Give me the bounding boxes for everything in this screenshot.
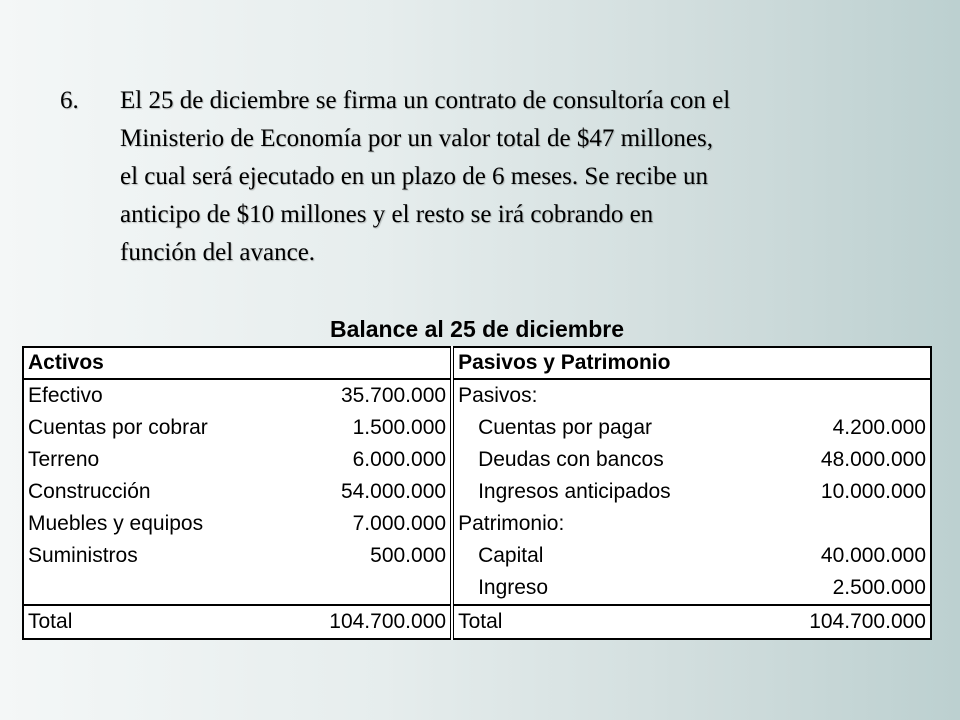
asset-value: 7.000.000 xyxy=(287,508,452,540)
liability-label: Ingresos anticipados xyxy=(478,480,671,503)
liability-label: Pasivos: xyxy=(458,384,538,407)
liability-value: 4.200.000 xyxy=(756,412,931,444)
asset-label: Suministros xyxy=(23,540,287,572)
liability-value: 48.000.000 xyxy=(756,444,931,476)
asset-value xyxy=(287,572,452,605)
asset-label: Construcción xyxy=(23,476,287,508)
liability-label: Capital xyxy=(478,544,544,567)
table-header-row xyxy=(23,347,931,379)
assets-total-value: 104.700.000 xyxy=(287,605,452,639)
total-row xyxy=(23,605,931,639)
liability-label: Cuentas por pagar xyxy=(478,416,653,439)
asset-label: Terreno xyxy=(23,444,287,476)
liability-label: Ingreso xyxy=(478,576,549,599)
asset-value: 54.000.000 xyxy=(287,476,452,508)
assets-header: Activos xyxy=(23,347,287,379)
table-row xyxy=(23,444,931,476)
asset-label xyxy=(23,572,287,605)
asset-value: 500.000 xyxy=(287,540,452,572)
liability-value: 10.000.000 xyxy=(756,476,931,508)
balance-title: Balance al 25 de diciembre xyxy=(329,316,625,342)
header-spacer xyxy=(756,347,931,379)
asset-label: Efectivo xyxy=(23,379,287,412)
table-row xyxy=(23,476,931,508)
item-number: 6. xyxy=(60,87,79,114)
liabilities-header: Pasivos y Patrimonio xyxy=(452,347,756,379)
asset-value: 1.500.000 xyxy=(287,412,452,444)
liability-value xyxy=(756,508,931,540)
problem-line: función del avance. xyxy=(120,239,316,266)
header-spacer xyxy=(287,347,452,379)
balance-sheet-table xyxy=(22,346,932,640)
asset-value: 6.000.000 xyxy=(287,444,452,476)
asset-label: Muebles y equipos xyxy=(23,508,287,540)
asset-label: Cuentas por cobrar xyxy=(23,412,287,444)
problem-line: el cual será ejecutado en un plazo de 6 meses. Se recibe un xyxy=(120,163,708,190)
asset-value: 35.700.000 xyxy=(287,379,452,412)
table-row xyxy=(23,540,931,572)
liabilities-total-label: Total xyxy=(452,605,756,639)
table-row xyxy=(23,508,931,540)
liability-label: Patrimonio: xyxy=(458,512,565,535)
liabilities-total-value: 104.700.000 xyxy=(756,605,931,639)
liability-value: 2.500.000 xyxy=(756,572,931,605)
assets-total-label: Total xyxy=(23,605,287,639)
table-row xyxy=(23,412,931,444)
problem-line: El 25 de diciembre se firma un contrato de consultoría con el xyxy=(120,87,731,114)
liability-value: 40.000.000 xyxy=(756,540,931,572)
problem-text xyxy=(120,82,930,272)
problem-line: anticipo de $10 millones y el resto se irá cobrando en xyxy=(120,201,654,228)
table-row xyxy=(23,572,931,605)
table-row xyxy=(23,379,931,412)
liability-label: Deudas con bancos xyxy=(478,448,664,471)
liability-value xyxy=(756,379,931,412)
problem-line: Ministerio de Economía por un valor total de $47 millones, xyxy=(120,125,713,152)
